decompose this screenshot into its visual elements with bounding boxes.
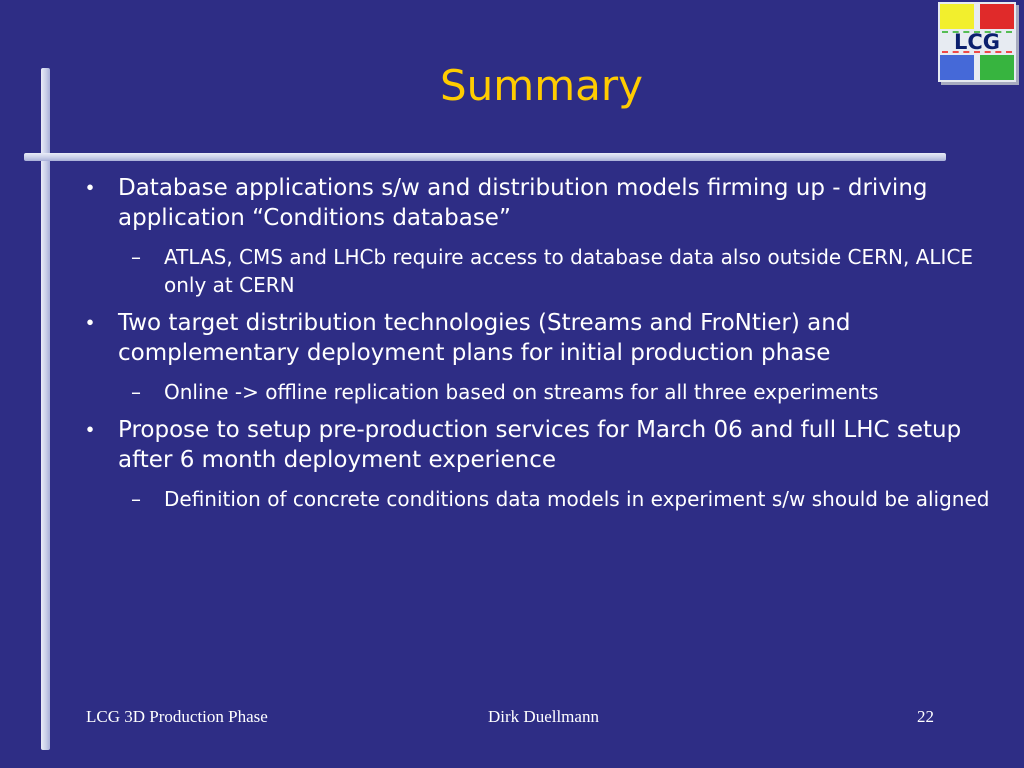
bullet-item: [80, 308, 1000, 368]
bullet-icon: •: [85, 175, 95, 200]
bullet-icon: •: [85, 417, 95, 442]
sub-bullet-text: ATLAS, CMS and LHCb require access to database data also outside CERN, ALICE only at CERN: [164, 245, 974, 297]
bullet-text: Database applications s/w and distribution models firming up - driving application “Conditions database”: [118, 175, 928, 231]
sub-bullet-text: Online -> offline replication based on streams for all three experiments: [164, 380, 879, 404]
bullet-item: [80, 173, 1000, 233]
horizontal-decor-bar: [24, 153, 946, 161]
logo-blue-square: [940, 55, 974, 80]
footer-presentation-title: LCG 3D Production Phase: [86, 707, 268, 726]
logo-green-square: [980, 55, 1014, 80]
vertical-decor-bar: [41, 68, 50, 750]
footer-author: Dirk Duellmann: [488, 707, 599, 726]
bullet-text: Propose to setup pre-production services for March 06 and full LHC setup after 6 month deployment experience: [118, 417, 962, 473]
bullet-item: [80, 415, 1000, 475]
logo-red-square: [980, 4, 1014, 29]
dash-icon: –: [131, 380, 141, 404]
bullet-text: Two target distribution technologies (Streams and FroNtier) and complementary deployment plans for initial production phase: [118, 310, 851, 366]
dash-icon: –: [131, 487, 141, 511]
footer-page-number: 22: [917, 707, 934, 726]
sub-bullet-item: [80, 378, 1000, 406]
sub-bullet-text: Definition of concrete conditions data models in experiment s/w should be aligned: [164, 487, 990, 511]
sub-bullet-item: [80, 243, 1000, 299]
bullet-icon: •: [85, 310, 95, 335]
dash-icon: –: [131, 245, 141, 269]
logo-text: LCG: [953, 30, 1001, 54]
slide-title: Summary: [440, 61, 643, 110]
logo-yellow-square: [940, 4, 974, 29]
lcg-logo: [938, 2, 1016, 82]
slide-content: [80, 173, 1000, 522]
sub-bullet-item: [80, 485, 1000, 513]
